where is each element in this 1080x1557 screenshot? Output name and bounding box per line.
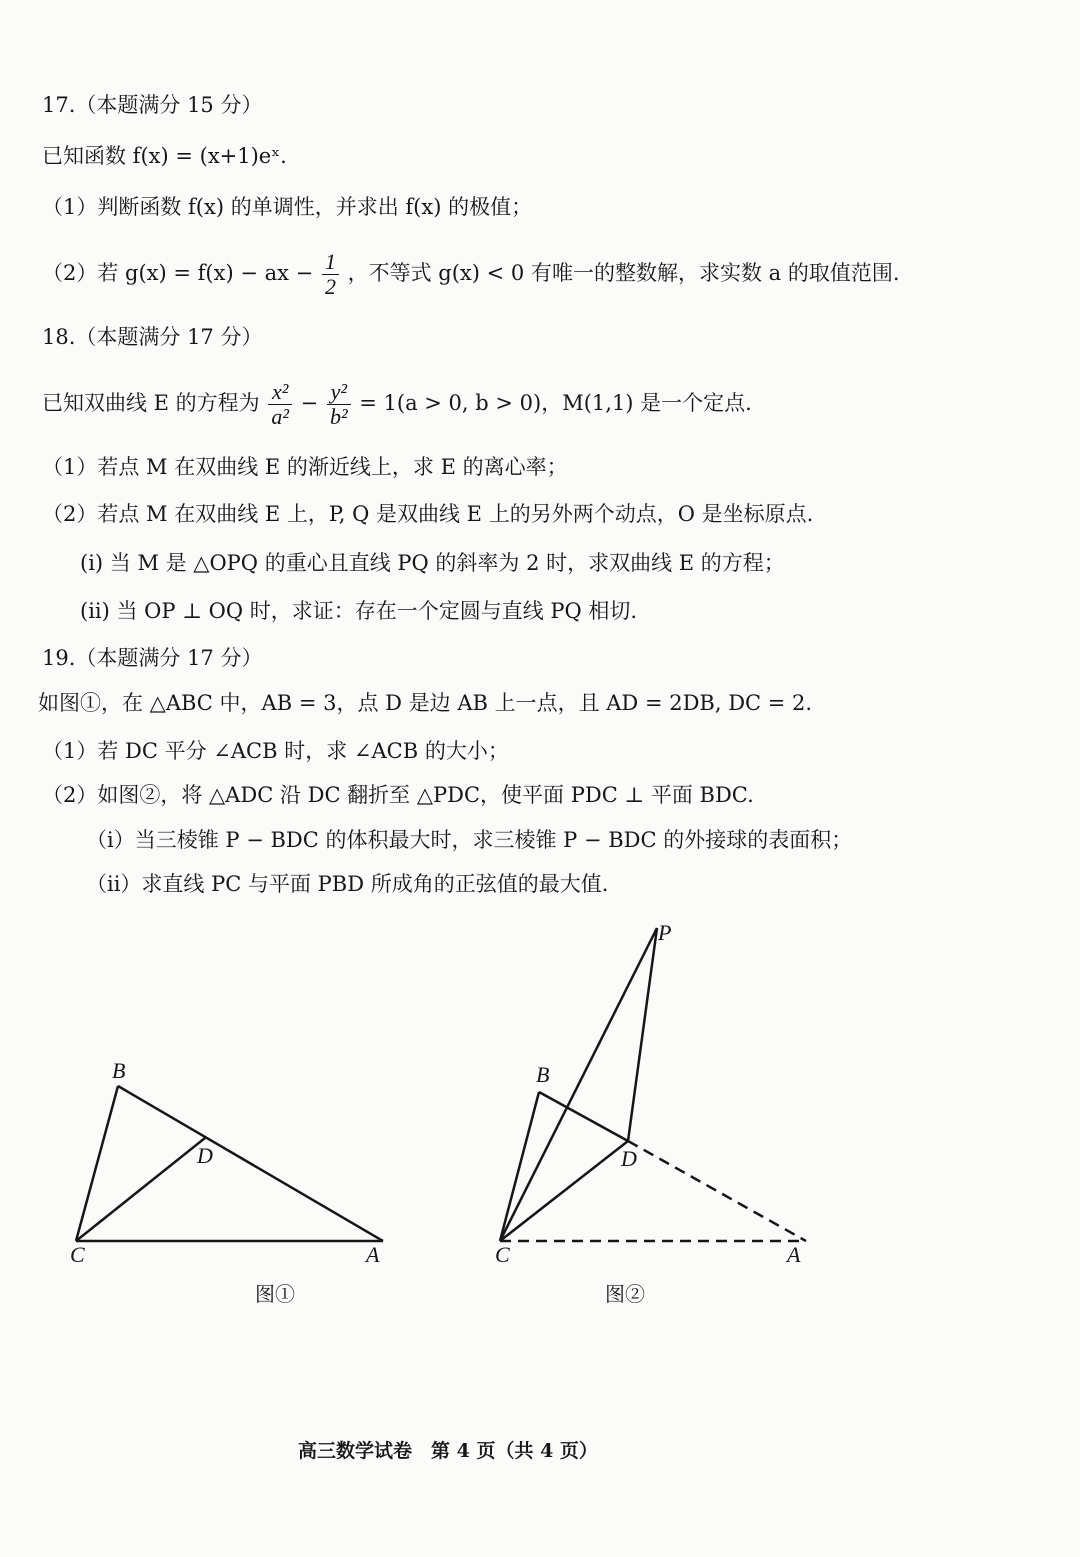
fig1-edge-bc — [76, 1086, 118, 1241]
fig1-edge-cd — [76, 1138, 205, 1241]
fig2-label-d: D — [621, 1146, 637, 1171]
fig2-edge-da-dashed — [628, 1141, 806, 1241]
q18-intro-text-a: 已知双曲线 E 的方程为 — [42, 391, 260, 415]
fig2-label-a: A — [787, 1242, 801, 1267]
fig2-edge-bc — [500, 1092, 539, 1241]
fig1-label-b: B — [112, 1058, 126, 1083]
fig1-label-a: A — [366, 1242, 380, 1267]
q19-part2: （2）如图②，将 △ADC 沿 DC 翻折至 △PDC，使平面 PDC ⊥ 平面 BDC. — [42, 783, 754, 807]
figure-2 — [495, 920, 806, 1267]
fig1-label-d: D — [197, 1143, 213, 1168]
q19-intro: 如图①，在 △ABC 中，AB = 3，点 D 是边 AB 上一点，且 AD = 2DB, DC = 2. — [38, 691, 813, 715]
fig2-label-b: B — [536, 1062, 550, 1087]
fig2-edge-dp — [628, 928, 657, 1141]
fig2-caption: 图② — [605, 1282, 645, 1306]
fig2-edge-cp — [500, 928, 657, 1241]
q19-part1: （1）若 DC 平分 ∠ACB 时，求 ∠ACB 的大小； — [42, 739, 509, 763]
q18-part2-i: (i) 当 M 是 △OPQ 的重心且直线 PQ 的斜率为 2 时，求双曲线 E 的方程； — [80, 551, 785, 575]
q18-fraction-x-denominator: a² — [271, 404, 289, 429]
q17-fraction-denominator: 2 — [324, 274, 336, 299]
q17-intro: 已知函数 f(x) = (x+1)eˣ. — [42, 144, 287, 168]
fig2-edge-bd — [539, 1092, 628, 1141]
q17-part2-text-b: ，不等式 g(x) < 0 有唯一的整数解，求实数 a 的取值范围. — [347, 261, 900, 285]
q18-minus: − — [300, 391, 319, 415]
fig2-label-c: C — [495, 1242, 510, 1267]
q18-fraction-x-numerator: x² — [268, 380, 292, 405]
fig2-label-p: P — [658, 920, 672, 945]
q19-part2-i: （i）当三棱锥 P − BDC 的体积最大时，求三棱锥 P − BDC 的外接球的表面积； — [86, 828, 853, 852]
q18-fraction-y-denominator: b² — [329, 404, 348, 429]
q19-part2-ii: （ii）求直线 PC 与平面 PBD 所成角的正弦值的最大值. — [86, 872, 609, 896]
fig1-caption: 图① — [255, 1282, 295, 1306]
q18-intro-text-b: = 1(a > 0, b > 0)，M(1,1) 是一个定点. — [359, 391, 752, 415]
fig2-edge-cd — [500, 1141, 628, 1241]
q17-part1: （1）判断函数 f(x) 的单调性，并求出 f(x) 的极值； — [42, 195, 533, 219]
q17-header: 17.（本题满分 15 分） — [42, 93, 263, 117]
q18-part1: （1）若点 M 在双曲线 E 的渐近线上，求 E 的离心率； — [42, 455, 568, 479]
q18-part2-ii: (ii) 当 OP ⊥ OQ 时，求证：存在一个定圆与直线 PQ 相切. — [80, 599, 638, 623]
q18-header: 18.（本题满分 17 分） — [42, 325, 263, 349]
q18-part2: （2）若点 M 在双曲线 E 上，P, Q 是双曲线 E 上的另外两个动点，O 是坐标原点. — [42, 502, 814, 526]
fig1-edge-ba — [118, 1086, 383, 1241]
page-footer: 高三数学试卷 第 4 页（共 4 页） — [298, 1440, 598, 1462]
q19-header: 19.（本题满分 17 分） — [42, 646, 263, 670]
q18-fraction-y-numerator: y² — [327, 380, 351, 405]
fig1-label-c: C — [70, 1242, 85, 1267]
q17-fraction-numerator: 1 — [322, 250, 339, 275]
figure-1 — [70, 1058, 383, 1267]
q17-part2-text-a: （2）若 g(x) = f(x) − ax − — [42, 261, 314, 285]
